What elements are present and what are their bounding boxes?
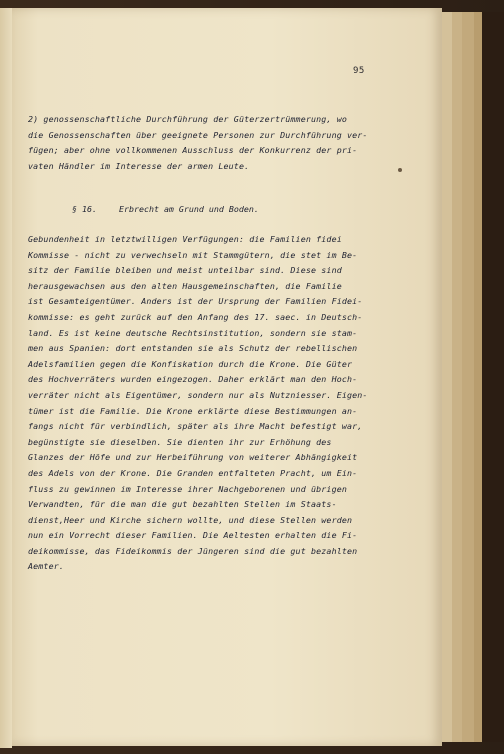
text-line: dienst,Heer und Kirche sichern wollte, und diese Stellen werden <box>28 514 353 525</box>
page-stack-edge <box>474 12 482 742</box>
section-title: Erbrecht am Grund und Boden. <box>118 204 259 214</box>
ink-blot <box>398 168 402 172</box>
page-stack-edge <box>462 12 474 742</box>
page-stack-edge <box>452 12 462 742</box>
text-line: begünstigte sie dieselben. Sie dienten ihr zur Erhöhung des <box>28 436 332 447</box>
text-line: die Genossenschaften über geeignete Personen zur Durchführung ver- <box>28 129 368 140</box>
text-line: Verwandten, für die man die gut bezahlten Stellen im Staats- <box>28 499 337 510</box>
text-line: sitz der Familie bleiben und meist unteilbar sind. Diese sind <box>28 265 342 276</box>
text-line: tümer ist die Familie. Die Krone erklärte diese Bestimmungen an- <box>28 405 358 416</box>
previous-page-edge <box>0 8 12 748</box>
text-line: fluss zu gewinnen im Interesse ihrer Nachgeborenen und übrigen <box>28 483 347 494</box>
intro-paragraph <box>28 112 416 174</box>
text-line: Glanzes der Höfe und zur Herbeiführung von weiterer Abhängigkeit <box>28 452 358 463</box>
section-number: § 16. <box>72 204 97 214</box>
book-binding-shadow <box>482 12 504 742</box>
text-line: vaten Händler im Interesse der armen Leute. <box>28 160 250 171</box>
text-line: verräter nicht als Eigentümer, sondern nur als Nutzniesser. Eigen- <box>28 389 368 400</box>
text-line: deikommisse, das Fideikommis der Jüngeren sind die gut bezahlten <box>28 545 358 556</box>
text-line: fangs nicht für verbindlich, später als ihre Macht befestigt war, <box>28 421 363 432</box>
page-number: 95 <box>353 66 365 76</box>
text-line: 2) genossenschaftliche Durchführung der Güterzertrümmerung, wo <box>28 114 347 124</box>
text-line: nun ein Vorrecht dieser Familien. Die Aeltesten erhalten die Fi- <box>28 530 358 541</box>
text-line: Adelsfamilien gegen die Konfiskation durch die Krone. Die Güter <box>28 358 353 369</box>
body-paragraph <box>28 232 416 575</box>
text-line: fügen; aber ohne vollkommenen Ausschluss der Konkurrenz der pri- <box>28 145 358 156</box>
text-line: des Hochverräters wurden eingezogen. Daher erklärt man den Hoch- <box>28 374 358 385</box>
text-line: Kommisse - nicht zu verwechseln mit Stammgütern, die stet im Be- <box>28 249 358 260</box>
text-line: ist Gesamteigentümer. Anders ist der Ursprung der Familien Fidei- <box>28 296 363 307</box>
text-line: Gebundenheit in letztwilligen Verfügungen: die Familien fidei <box>28 234 342 244</box>
text-line: des Adels von der Krone. Die Granden entfalteten Pracht, um Ein- <box>28 467 358 478</box>
section-heading <box>72 204 259 214</box>
text-line: herausgewachsen aus den alten Hausgemeinschaften, die Familie <box>28 280 342 291</box>
page-stack-edge <box>442 12 452 742</box>
text-line: men aus Spanien: dort entstanden sie als Schutz der rebellischen <box>28 343 358 354</box>
text-line: Aemter. <box>28 561 65 572</box>
text-line: kommisse: es geht zurück auf den Anfang des 17. saec. in Deutsch- <box>28 311 363 322</box>
text-line: land. Es ist keine deutsche Rechtsinstitution, sondern sie stam- <box>28 327 358 338</box>
